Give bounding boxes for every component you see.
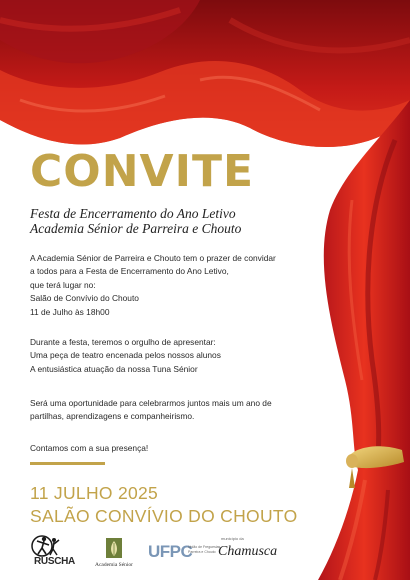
ruscha-logo bbox=[30, 534, 78, 574]
text-line: Será uma oportunidade para celebrarmos juntos mais um ano de bbox=[30, 398, 272, 408]
invitation-subtitle bbox=[30, 206, 241, 236]
ufpc-subtitle: União de Freguesias Parreira e Chouto bbox=[188, 545, 221, 554]
event-venue: SALÃO CONVÍVIO DO CHOUTO bbox=[30, 506, 298, 526]
text-line: partilhas, aprendizagens e companheirismo. bbox=[30, 411, 195, 422]
chamusca-caption: município da bbox=[221, 536, 244, 541]
text-line: Uma peça de teatro encenada pelos nossos alunos bbox=[30, 350, 221, 361]
gold-divider bbox=[30, 462, 105, 465]
text-line: 11 de Julho às 18h00 bbox=[30, 306, 110, 317]
academia-text: Academia Sénior bbox=[94, 562, 134, 568]
closing-line bbox=[30, 442, 300, 455]
leaf-emblem-icon bbox=[88, 534, 140, 562]
event-date: 11 JULHO 2025 bbox=[30, 483, 159, 503]
chamusca-logo bbox=[215, 536, 285, 570]
chamusca-text: Chamusca bbox=[218, 544, 278, 559]
celebration-paragraph bbox=[30, 397, 300, 424]
text-line: a todos para a Festa de Encerramento do Ano Letivo, bbox=[30, 266, 229, 277]
text-line: que terá lugar no: bbox=[30, 279, 96, 290]
subtitle-line: Festa de Encerramento do Ano Letivo bbox=[30, 206, 236, 221]
dancers-icon bbox=[30, 534, 78, 558]
text-line: Durante a festa, teremos o orgulho de apresentar: bbox=[30, 337, 216, 347]
text-line: A entusiástica atuação da nossa Tuna Sénior bbox=[30, 363, 198, 374]
program-paragraph bbox=[30, 336, 300, 376]
invitation-title: CONVITE bbox=[30, 146, 255, 197]
text-line: A Academia Sénior de Parreira e Chouto tem o prazer de convidar bbox=[30, 253, 276, 263]
sponsor-logos bbox=[0, 530, 410, 580]
ruscha-text: RUSCHA bbox=[34, 556, 75, 567]
text-line: Salão de Convívio do Chouto bbox=[30, 293, 139, 304]
ufpc-text: UFPC bbox=[148, 542, 193, 561]
ufpc-logo bbox=[148, 540, 221, 570]
text-line: Contamos com a sua presença! bbox=[30, 443, 149, 453]
invitation-paragraph bbox=[30, 252, 300, 319]
subtitle-line: Academia Sénior de Parreira e Chouto bbox=[30, 221, 242, 236]
academia-senior-logo bbox=[88, 534, 140, 574]
